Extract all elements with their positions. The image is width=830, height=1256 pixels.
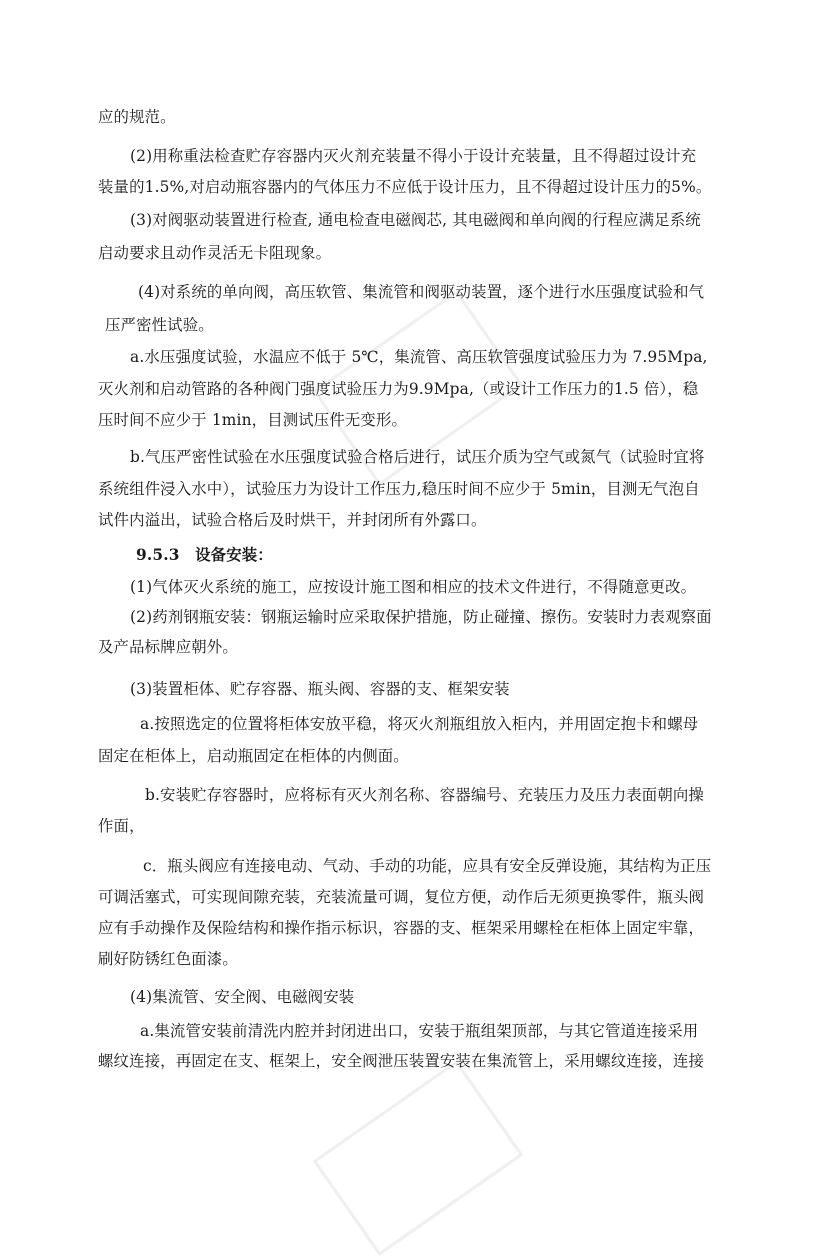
- paragraph-line: a.水压强度试验，水温应不低于 5℃，集流管、高压软管强度试验压力为 7.95Mpa,: [130, 348, 708, 366]
- section-heading: 9.5.3 设备安装：: [136, 546, 273, 564]
- paragraph-line: (1)气体灭火系统的施工，应按设计施工图和相应的技术文件进行，不得随意更改。: [130, 578, 697, 596]
- paragraph-line: 固定在柜体上，启动瓶固定在柜体的内侧面。: [98, 747, 409, 765]
- paragraph-line: (4)集流管、安全阀、电磁阀安装: [130, 988, 355, 1006]
- paragraph-line: a.集流管安装前清洗内腔并封闭进出口，安装于瓶组架顶部，与其它管道连接采用: [140, 1022, 699, 1040]
- paragraph-line: 试件内溢出，试验合格后及时烘干，并封闭所有外露口。: [98, 511, 487, 529]
- paragraph-line: 可调活塞式，可实现间隙充装，充装流量可调，复位方便，动作后无须更换零件，瓶头阀: [98, 888, 705, 906]
- paragraph-line: 装量的1.5%,对启动瓶容器内的气体压力不应低于设计压力，且不得超过设计压力的5%。: [98, 178, 712, 196]
- paragraph-line: b.安装贮存容器时，应将标有灭火剂名称、容器编号、充装压力及压力表面朝向操: [145, 786, 704, 804]
- paragraph-line: 应的规范。: [98, 108, 176, 126]
- paragraph-line: (2)用称重法检查贮存容器内灭火剂充装量不得小于设计充装量，且不得超过设计充: [130, 147, 697, 165]
- paragraph-line: (2)药剂钢瓶安装：钢瓶运输时应采取保护措施，防止碰撞、擦伤。安装时力表观察面: [130, 608, 712, 626]
- paragraph-line: (3)对阀驱动装置进行检查, 通电检查电磁阀芯, 其电磁阀和单向阀的行程应满足系统: [130, 211, 701, 229]
- paragraph-line: 系统组件浸入水中），试验压力为设计工作压力,稳压时间不应少于 5min，目测无气泡自: [98, 480, 700, 498]
- paragraph-line: (3)装置柜体、贮存容器、瓶头阀、容器的支、框架安装: [130, 680, 510, 698]
- paragraph-line: 压严密性试验。: [105, 316, 214, 334]
- paragraph-line: c．瓶头阀应有连接电动、气动、手动的功能，应具有安全反弹设施，其结构为正压: [143, 857, 712, 875]
- paragraph-line: 压时间不应少于 1min，目测试压件无变形。: [98, 411, 408, 429]
- paragraph-line: 螺纹连接，再固定在支、框架上，安全阀泄压装置安装在集流管上，采用螺纹连接，连接: [98, 1052, 705, 1070]
- paragraph-line: 刷好防锈红色面漆。: [98, 950, 238, 968]
- paragraph-line: 灭火剂和启动管路的各种阀门强度试验压力为9.9Mpa,（或设计工作压力的1.5 倍），稳: [98, 380, 699, 398]
- paragraph-line: 应有手动操作及保险结构和操作指示标识，容器的支、框架采用螺栓在柜体上固定牢靠，: [98, 919, 705, 937]
- paragraph-line: 作面，: [98, 817, 145, 835]
- paragraph-line: (4)对系统的单向阀，高压软管、集流管和阀驱动装置，逐个进行水压强度试验和气: [138, 283, 705, 301]
- watermark-stamp: [313, 1060, 524, 1256]
- paragraph-line: 启动要求且动作灵活无卡阻现象。: [98, 244, 332, 262]
- paragraph-line: b.气压严密性试验在水压强度试验合格后进行，试压介质为空气或氮气（试验时宜将: [130, 448, 705, 466]
- paragraph-line: a.按照选定的位置将柜体安放平稳，将灭火剂瓶组放入柜内，并用固定抱卡和螺母: [140, 715, 699, 733]
- paragraph-line: 及产品标牌应朝外。: [98, 638, 238, 656]
